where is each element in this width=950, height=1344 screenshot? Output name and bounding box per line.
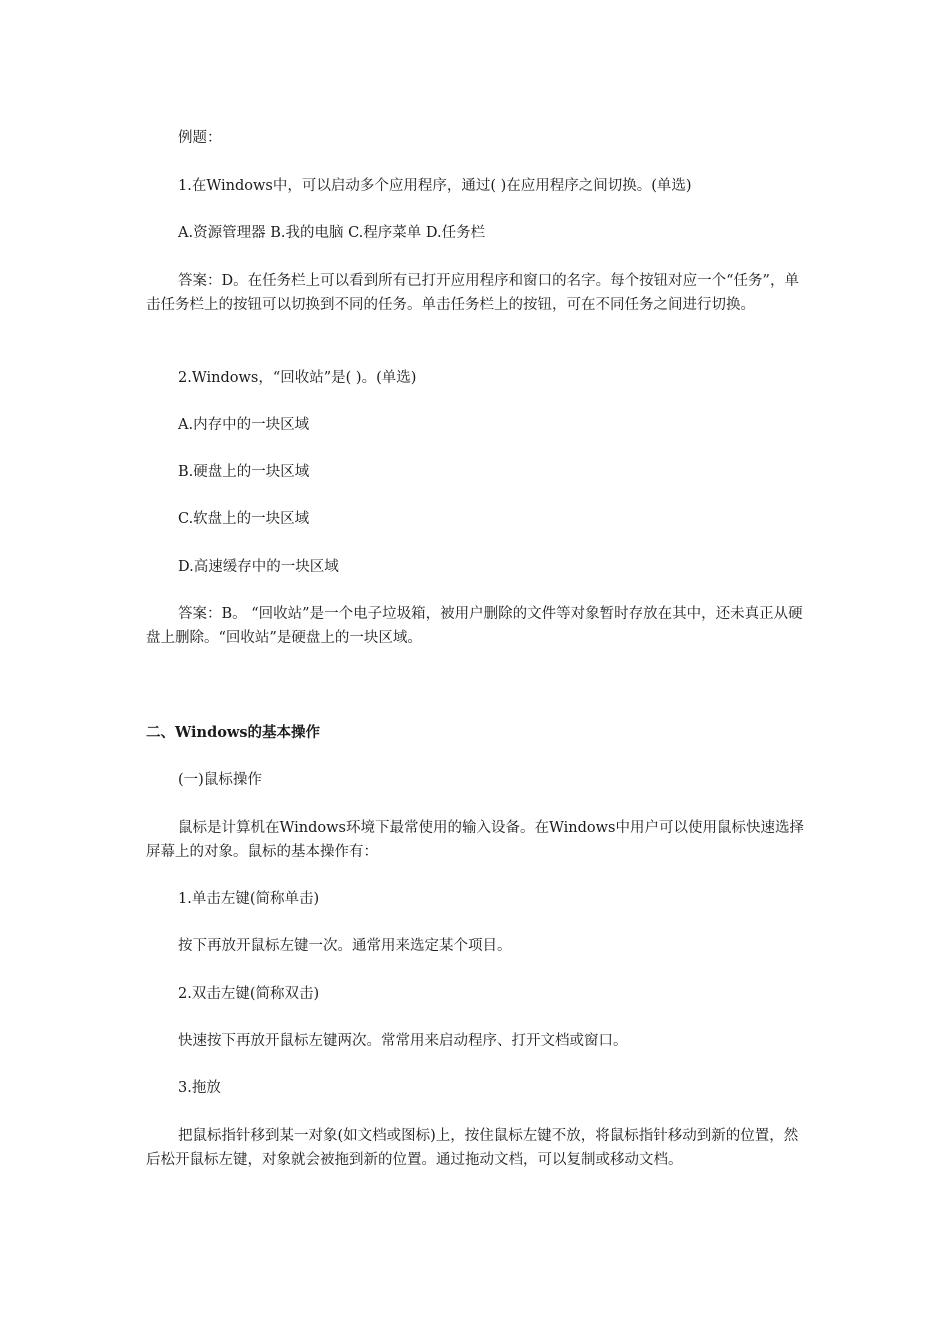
question-2: 2.Windows，“回收站”是( )。(单选) xyxy=(178,370,417,386)
item-3-desc: 把鼠标指针移到某一对象(如文档或图标)上，按住鼠标左键不放，将鼠标指针移动到新的位置，然后松开鼠标左键，对象就会被拖到新的位置。通过拖动文档，可以复制或移动文档。 xyxy=(146,1128,799,1168)
question-2-option-c: C.软盘上的一块区域 xyxy=(178,511,310,527)
section-title: 二、Windows的基本操作 xyxy=(146,724,321,741)
question-2-option-a: A.内存中的一块区域 xyxy=(178,417,310,433)
question-2-answer: 答案：B。 “回收站”是一个电子垃圾箱，被用户删除的文件等对象暂时存放在其中，还未真正从硬盘上删除。“回收站”是硬盘上的一块区域。 xyxy=(146,606,803,646)
item-2-title: 2.双击左键(简称双击) xyxy=(178,986,320,1002)
item-1-desc: 按下再放开鼠标左键一次。通常用来选定某个项目。 xyxy=(178,938,512,954)
question-1: 1.在Windows中，可以启动多个应用程序，通过( )在应用程序之间切换。(单选) xyxy=(178,178,692,194)
item-3-title: 3.拖放 xyxy=(178,1080,221,1096)
item-2-desc: 快速按下再放开鼠标左键两次。常常用来启动程序、打开文档或窗口。 xyxy=(178,1033,628,1049)
subsection-title: (一)鼠标操作 xyxy=(178,772,262,788)
question-2-option-d: D.高速缓存中的一块区域 xyxy=(178,559,339,575)
question-2-option-b: B.硬盘上的一块区域 xyxy=(178,464,310,480)
question-1-answer: 答案：D。在任务栏上可以看到所有已打开应用程序和窗口的名字。每个按钮对应一个“任务”，单击任务栏上的按钮可以切换到不同的任务。单击任务栏上的按钮，可在不同任务之间进行切换。 xyxy=(146,273,799,313)
example-heading: 例题： xyxy=(178,130,222,146)
question-1-options: A.资源管理器 B.我的电脑 C.程序菜单 D.任务栏 xyxy=(178,225,486,241)
mouse-intro: 鼠标是计算机在Windows环境下最常使用的输入设备。在Windows中用户可以使用鼠标快速选择屏幕上的对象。鼠标的基本操作有： xyxy=(146,820,804,860)
item-1-title: 1.单击左键(简称单击) xyxy=(178,891,320,907)
